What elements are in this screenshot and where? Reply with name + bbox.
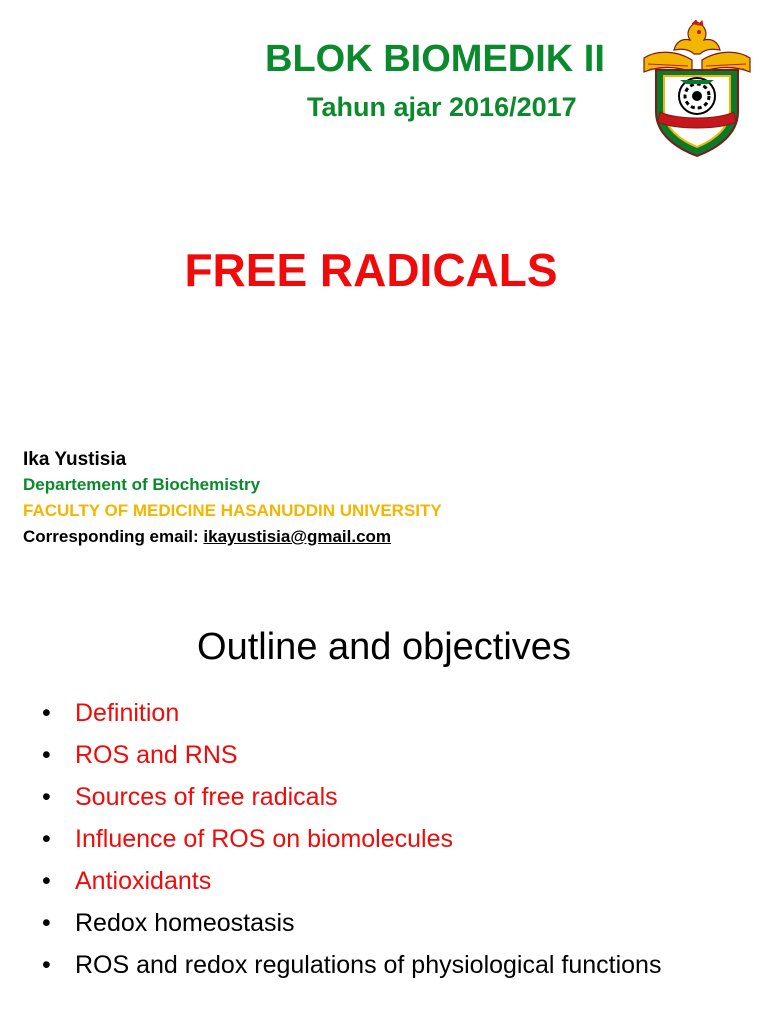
- list-item-text: Influence of ROS on biomolecules: [75, 825, 453, 853]
- faculty-name: FACULTY OF MEDICINE HASANUDDIN UNIVERSITY: [23, 501, 442, 520]
- bullet-dot: •: [42, 699, 51, 727]
- list-item: [42, 824, 695, 854]
- outline-title: Outline and objectives: [197, 626, 571, 668]
- email-label: Corresponding email:: [23, 527, 204, 546]
- course-title: BLOK BIOMEDIK II: [265, 38, 605, 80]
- course-year: Tahun ajar 2016/2017: [307, 92, 577, 122]
- list-item: [42, 698, 695, 728]
- list-item: [42, 908, 695, 938]
- email-line: [23, 524, 442, 550]
- list-item-text: Definition: [75, 699, 180, 727]
- list-item-text: ROS and RNS: [75, 741, 238, 769]
- list-item: [42, 782, 695, 812]
- outline-slide: [0, 590, 768, 1024]
- list-item-text: Antioxidants: [75, 867, 212, 895]
- author-block: [23, 448, 442, 550]
- list-item: [42, 950, 695, 980]
- list-item-text: Redox homeostasis: [75, 909, 295, 937]
- bullet-dot: •: [42, 867, 51, 895]
- list-item-text: Sources of free radicals: [75, 783, 338, 811]
- email-link[interactable]: ikayustisia@gmail.com: [203, 527, 392, 546]
- author-name: Ika Yustisia: [23, 449, 127, 470]
- list-item: [42, 740, 695, 770]
- bullet-dot: •: [42, 909, 51, 937]
- bullet-dot: •: [42, 825, 51, 853]
- bullet-dot: •: [42, 783, 51, 811]
- university-emblem-icon: [636, 20, 758, 160]
- department-name: Departement of Biochemistry: [23, 475, 261, 494]
- objectives-list: [42, 698, 695, 992]
- presentation-title: FREE RADICALS: [184, 244, 558, 296]
- list-item-text: ROS and redox regulations of physiological functions: [75, 951, 662, 979]
- list-item: [42, 866, 695, 896]
- bullet-dot: •: [42, 951, 51, 979]
- bullet-dot: •: [42, 741, 51, 769]
